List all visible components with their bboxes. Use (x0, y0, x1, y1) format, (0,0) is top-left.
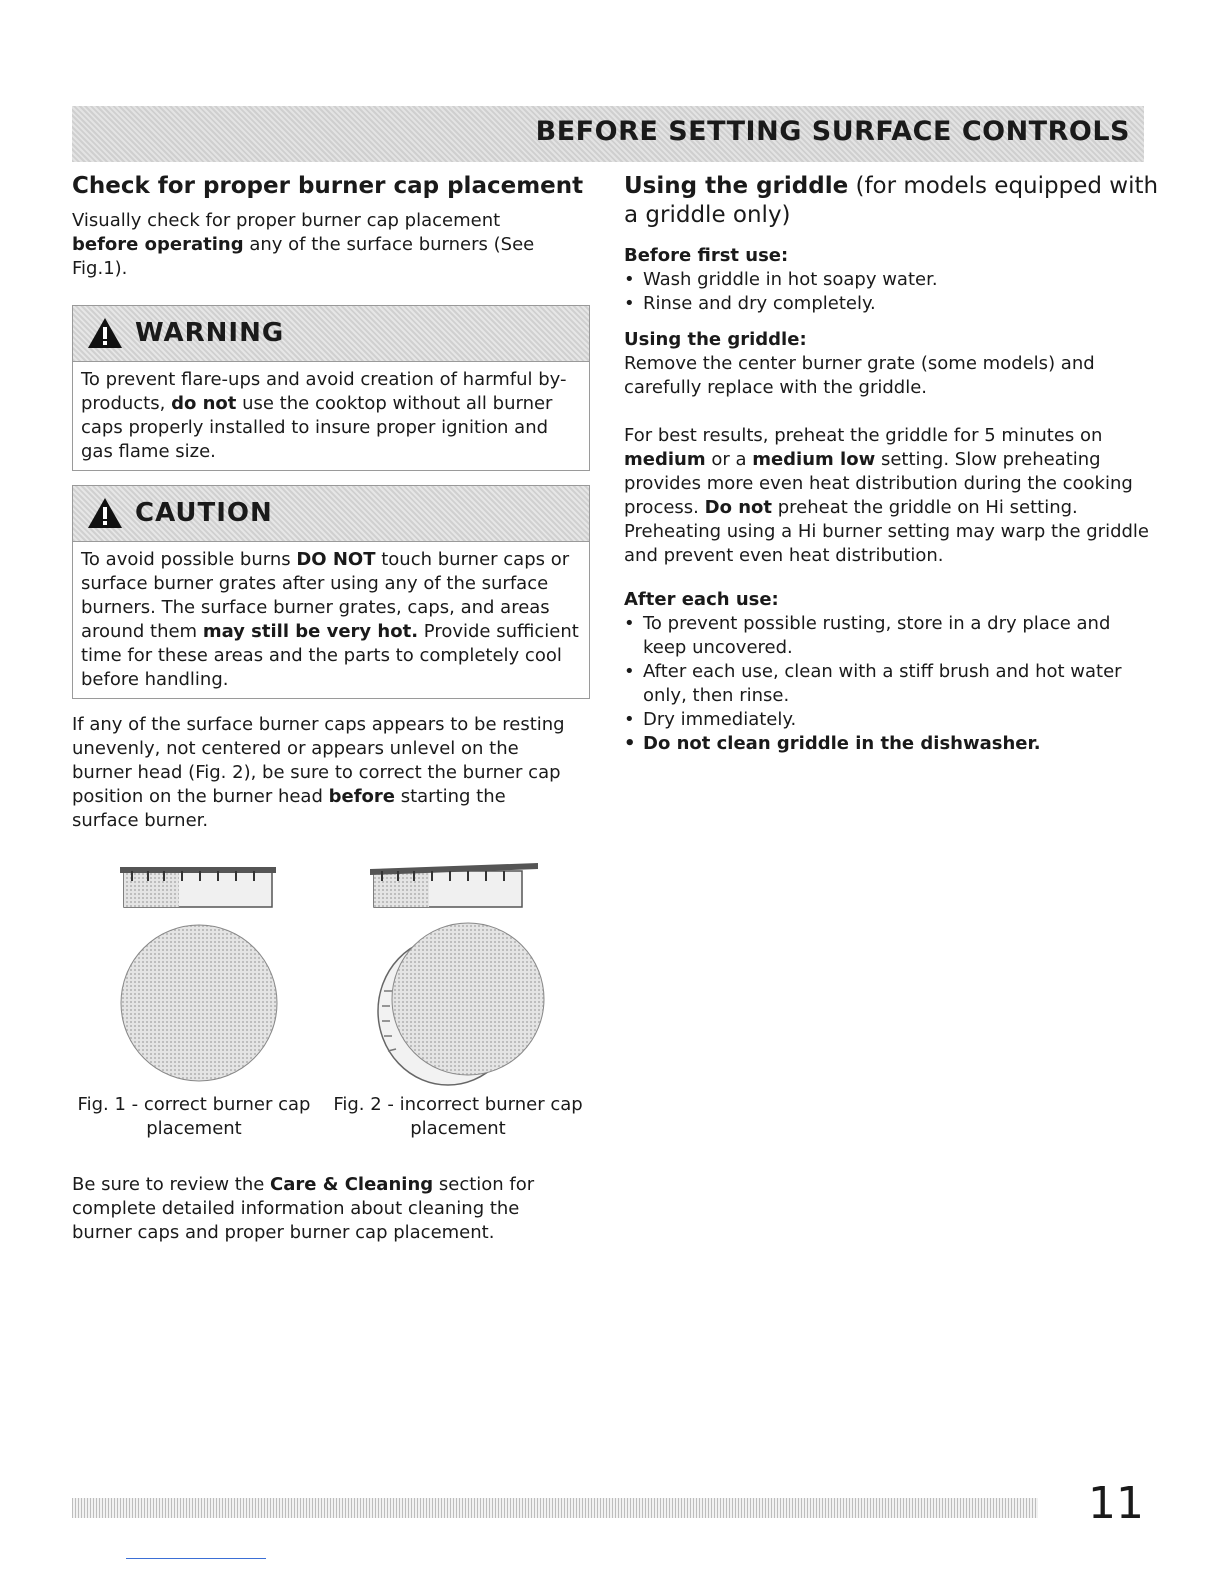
caution-bold-2: may still be very hot. (202, 620, 419, 642)
best-text-2: or a (705, 448, 753, 470)
warning-bold: do not (171, 392, 237, 414)
warning-box (72, 305, 590, 471)
review-text-2: section for complete detailed information about cleaning the burner caps and proper burner cap placement. (72, 1173, 535, 1243)
best-text-1: For best results, preheat the griddle for 5 minutes on (624, 424, 1103, 446)
section-banner (72, 106, 1144, 162)
list-item: • After each use, clean with a stiff brush and hot water only, then rinse. (624, 660, 1124, 708)
incorrect-cap-illustration (370, 861, 550, 1091)
right-heading (624, 172, 1164, 230)
review-paragraph (72, 1173, 572, 1245)
right-heading-rest: (for models equipped with a griddle only) (624, 173, 1159, 228)
bottom-line (126, 1558, 266, 1559)
best-bold-1: medium (624, 448, 706, 470)
caution-text-1: To avoid possible burns (81, 548, 297, 570)
caution-text-3: Provide sufficient time for these areas and the parts to completely cool before handling. (81, 620, 579, 690)
warning-text-2: use the cooktop without all burner caps properly installed to insure proper ignition and gas flame size. (81, 392, 553, 462)
best-results-paragraph (624, 424, 1164, 568)
best-text-3: setting. Slow preheating provides more even heat distribution during the cooking process. (624, 448, 1133, 518)
using-griddle-text: Remove the center burner grate (some models) and carefully replace with the griddle. (624, 352, 1095, 398)
after-each-use-title: After each use: (624, 588, 779, 610)
caution-bold-1: DO NOT (296, 548, 376, 570)
before-first-use-title: Before first use: (624, 244, 789, 266)
right-column (624, 172, 1164, 756)
caution-box (72, 485, 590, 699)
uneven-text-1: If any of the surface burner caps appears to be resting unevenly, not centered or appears unlevel on the burner head (Fig. 2), be sure to correct the burner cap position on the burner head (72, 713, 565, 807)
caution-label: CAUTION (135, 498, 273, 529)
warning-header (73, 306, 589, 362)
best-bold-2: medium low (752, 448, 876, 470)
fig1-caption: Fig. 1 - correct burner cap placement (77, 1093, 311, 1139)
after-each-use-list (624, 612, 1124, 756)
warning-text (73, 362, 589, 470)
intro-text-1: Visually check for proper burner cap placement (72, 209, 501, 231)
caution-text-2: touch burner caps or surface burner grates after using any of the surface burners. The surface burner grates, caps, and areas around them (81, 548, 570, 642)
page-number: 11 (1088, 1478, 1144, 1529)
figure-1 (114, 861, 284, 1091)
caution-text (73, 542, 589, 698)
caution-icon (87, 497, 123, 529)
warning-label: WARNING (135, 318, 285, 349)
before-first-use-list (624, 268, 1164, 316)
warning-icon (87, 317, 123, 349)
list-item: • Wash griddle in hot soapy water. (624, 268, 1164, 292)
intro-bold: before operating (72, 233, 244, 255)
figure-2 (370, 861, 550, 1091)
warning-text-1: To prevent flare-ups and avoid creation of harmful by-products, (81, 368, 567, 414)
using-griddle-title: Using the griddle: (624, 328, 807, 350)
review-text-1: Be sure to review the (72, 1173, 271, 1195)
best-text-4: preheat the griddle on Hi setting. Preheating using a Hi burner setting may warp the griddle and prevent even heat distribution. (624, 496, 1149, 566)
intro-text-2: any of the surface burners (See Fig.1). (72, 233, 535, 279)
list-item: • Do not clean griddle in the dishwasher. (624, 732, 1124, 756)
footer-bar (72, 1498, 1038, 1518)
best-bold-3: Do not (704, 496, 772, 518)
intro-paragraph (72, 209, 572, 281)
right-heading-bold: Using the griddle (624, 173, 849, 199)
uneven-paragraph (72, 713, 572, 833)
fig2-caption: Fig. 2 - incorrect burner cap placement (333, 1093, 583, 1139)
list-item: • Dry immediately. (624, 708, 1124, 732)
figures (72, 861, 592, 1151)
correct-cap-illustration (114, 861, 284, 1091)
left-column (72, 172, 592, 1245)
uneven-text-2: starting the surface burner. (72, 785, 506, 831)
review-bold: Care & Cleaning (270, 1173, 434, 1195)
banner-title: BEFORE SETTING SURFACE CONTROLS (535, 116, 1130, 147)
uneven-bold: before (328, 785, 395, 807)
list-item: • Rinse and dry completely. (624, 292, 1164, 316)
left-heading: Check for proper burner cap placement (72, 173, 584, 199)
caution-header (73, 486, 589, 542)
list-item: • To prevent possible rusting, store in a dry place and keep uncovered. (624, 612, 1124, 660)
